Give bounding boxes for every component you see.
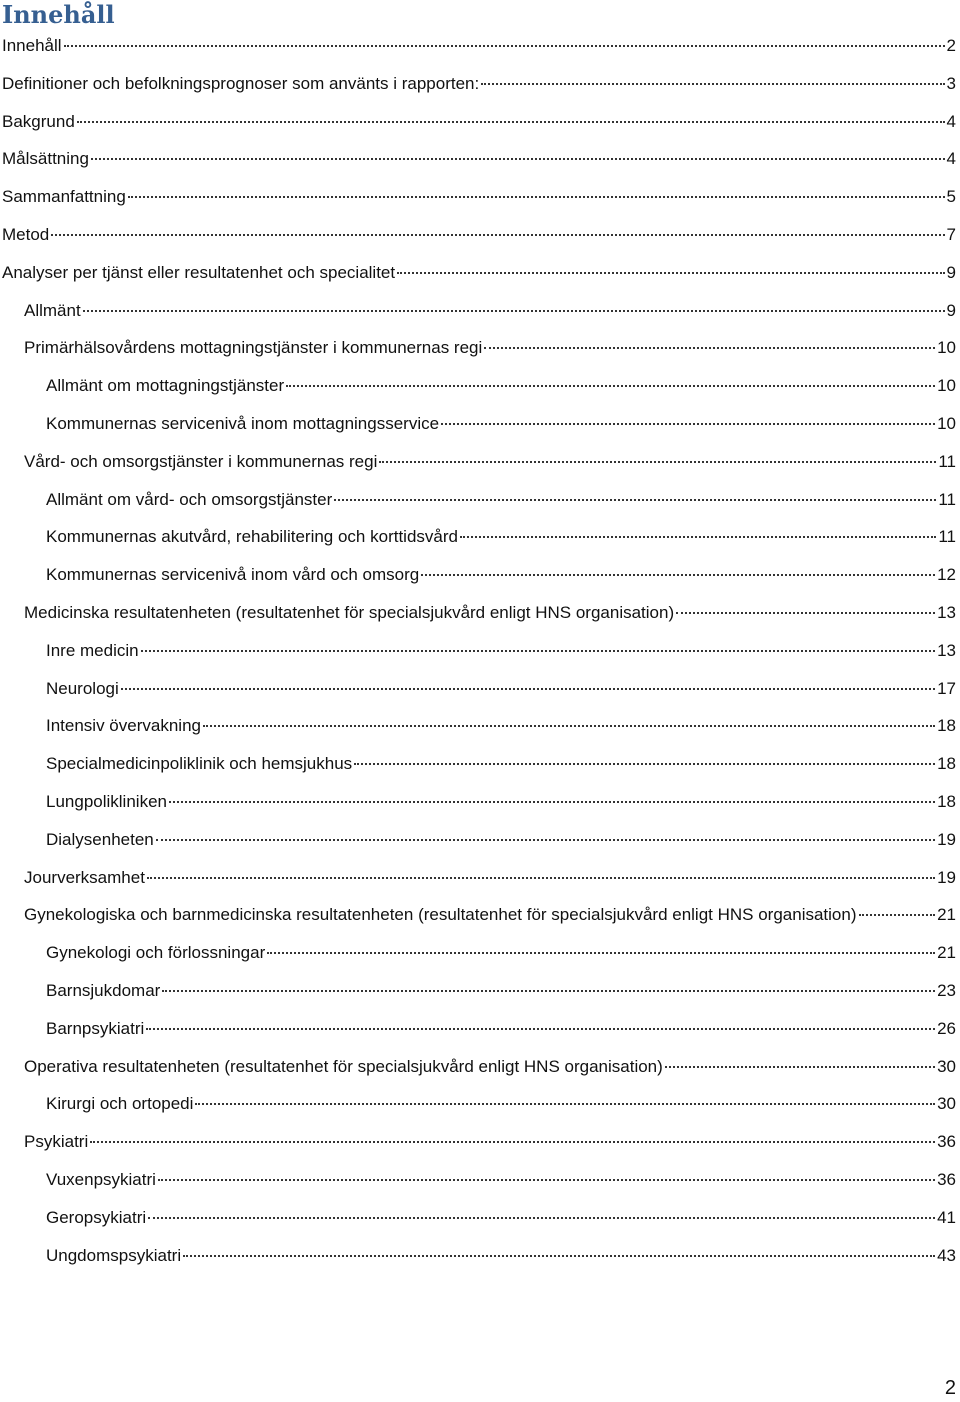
dot-leader — [397, 272, 944, 274]
dot-leader — [481, 83, 944, 85]
toc-entry-page-number: 21 — [937, 943, 956, 963]
dot-leader — [484, 347, 935, 349]
toc-entry-page-number: 9 — [946, 262, 956, 282]
toc-entry-title: Primärhälsovårdens mottagningstjänster i kommunernas regi — [24, 338, 483, 358]
toc-entry-page-number: 4 — [946, 111, 956, 131]
dot-leader — [64, 45, 945, 47]
toc-entry-title: Kirurgi och ortopedi — [46, 1094, 194, 1114]
toc-entry[interactable] — [0, 446, 960, 484]
dot-leader — [147, 877, 935, 879]
toc-entry[interactable] — [0, 899, 960, 937]
toc-entry[interactable] — [0, 862, 960, 900]
toc-entry-page-number: 11 — [938, 489, 956, 509]
toc-entry[interactable] — [0, 1240, 960, 1278]
toc-entry[interactable] — [0, 68, 960, 106]
toc-entry-page-number: 17 — [937, 678, 956, 698]
toc-entry-page-number: 11 — [938, 527, 956, 547]
toc-entry-title: Sammanfattning — [2, 187, 126, 207]
toc-entry-title: Målsättning — [2, 149, 89, 169]
toc-entry[interactable] — [0, 937, 960, 975]
toc-entry-page-number: 43 — [937, 1245, 956, 1265]
dot-leader — [121, 688, 935, 690]
toc-entry-title: Innehåll — [2, 36, 62, 55]
dot-leader — [195, 1103, 935, 1105]
dot-leader — [146, 1028, 935, 1030]
toc-entry[interactable] — [0, 673, 960, 711]
toc-entry-title: Analyser per tjänst eller resultatenhet och specialitet — [2, 262, 396, 282]
toc-entry-page-number: 18 — [937, 791, 956, 811]
dot-leader — [379, 461, 936, 463]
dot-leader — [203, 725, 935, 727]
toc-entry-page-number: 36 — [937, 1169, 956, 1189]
toc-entry[interactable] — [0, 1088, 960, 1126]
toc-entry[interactable] — [0, 786, 960, 824]
dot-leader — [334, 499, 936, 501]
toc-heading: Innehåll — [2, 0, 115, 29]
dot-leader — [169, 801, 935, 803]
dot-leader — [51, 234, 944, 236]
toc-entry-page-number: 10 — [937, 413, 956, 433]
toc-entry-title: Gynekologi och förlossningar — [46, 943, 266, 963]
toc-entry[interactable] — [0, 1164, 960, 1202]
toc-entry-title: Lungpolikliniken — [46, 791, 167, 811]
toc-entry[interactable] — [0, 1051, 960, 1089]
toc-entry-page-number: 11 — [938, 451, 956, 471]
toc-entry-page-number: 12 — [937, 565, 956, 585]
toc-entry-title: Geropsykiatri — [46, 1207, 147, 1227]
toc-entry-page-number: 3 — [946, 73, 956, 93]
toc-entry-title: Dialysenheten — [46, 829, 154, 849]
dot-leader — [90, 1141, 935, 1143]
dot-leader — [162, 990, 935, 992]
toc-entry-page-number: 41 — [937, 1207, 956, 1227]
toc-entry-title: Kommunernas servicenivå inom vård och omsorg — [46, 565, 420, 585]
dot-leader — [91, 158, 945, 160]
toc-entry[interactable] — [0, 143, 960, 181]
toc-entry-title: Operativa resultatenheten (resultatenhet för specialsjukvård enligt HNS organisation) — [24, 1056, 663, 1076]
toc-entry[interactable] — [0, 597, 960, 635]
toc-entry[interactable] — [0, 710, 960, 748]
toc-entry-title: Barnpsykiatri — [46, 1018, 145, 1038]
toc-entry-page-number: 9 — [946, 300, 956, 320]
toc-entry[interactable] — [0, 370, 960, 408]
toc-entry[interactable] — [0, 484, 960, 522]
dot-leader — [148, 1217, 935, 1219]
dot-leader — [141, 650, 935, 652]
toc-entry-page-number: 19 — [937, 829, 956, 849]
table-of-contents — [0, 30, 960, 1277]
toc-entry-title: Vuxenpsykiatri — [46, 1169, 156, 1189]
toc-entry-title: Psykiatri — [24, 1132, 89, 1152]
dot-leader — [158, 1179, 935, 1181]
toc-entry-page-number: 5 — [946, 187, 956, 207]
toc-entry-title: Allmänt om mottagningstjänster — [46, 376, 285, 396]
dot-leader — [156, 839, 935, 841]
toc-entry[interactable] — [0, 295, 960, 333]
toc-entry[interactable] — [0, 1126, 960, 1164]
toc-entry-page-number: 26 — [937, 1018, 956, 1038]
toc-entry[interactable] — [0, 332, 960, 370]
toc-entry[interactable] — [0, 824, 960, 862]
toc-entry[interactable] — [0, 219, 960, 257]
toc-entry-page-number: 30 — [937, 1056, 956, 1076]
page-number-footer: 2 — [944, 1377, 956, 1399]
toc-entry[interactable] — [0, 181, 960, 219]
dot-leader — [421, 574, 935, 576]
dot-leader — [128, 196, 945, 198]
toc-entry[interactable] — [0, 1013, 960, 1051]
toc-entry[interactable] — [0, 559, 960, 597]
dot-leader — [354, 763, 935, 765]
toc-entry-title: Barnsjukdomar — [46, 980, 161, 1000]
toc-entry-page-number: 10 — [937, 376, 956, 396]
dot-leader — [267, 952, 935, 954]
toc-entry[interactable] — [0, 106, 960, 144]
toc-entry-page-number: 18 — [937, 754, 956, 774]
toc-entry-page-number: 10 — [937, 338, 956, 358]
toc-entry[interactable] — [0, 408, 960, 446]
toc-entry[interactable] — [0, 257, 960, 295]
toc-entry-title: Allmänt — [24, 300, 81, 320]
toc-entry[interactable] — [0, 975, 960, 1013]
toc-entry-page-number: 21 — [937, 905, 956, 925]
toc-entry-page-number: 13 — [937, 602, 956, 622]
toc-entry-title: Jourverksamhet — [24, 867, 145, 887]
toc-entry-title: Neurologi — [46, 678, 119, 698]
dot-leader — [441, 423, 935, 425]
toc-entry-page-number: 13 — [937, 640, 956, 660]
dot-leader — [77, 121, 945, 123]
dot-leader — [286, 385, 935, 387]
toc-entry-title: Bakgrund — [2, 111, 75, 131]
dot-leader — [460, 536, 936, 538]
toc-entry-page-number: 2 — [946, 36, 956, 55]
toc-entry-title: Allmänt om vård- och omsorgstjänster — [46, 489, 333, 509]
dot-leader — [859, 914, 936, 916]
toc-entry-page-number: 18 — [937, 716, 956, 736]
toc-entry-page-number: 23 — [937, 980, 956, 1000]
toc-entry-page-number: 36 — [937, 1132, 956, 1152]
toc-entry[interactable] — [0, 1202, 960, 1240]
toc-entry[interactable] — [0, 30, 960, 68]
toc-entry-title: Metod — [2, 224, 50, 244]
toc-entry-title: Definitioner och befolkningsprognoser som använts i rapporten: — [2, 73, 480, 93]
toc-entry[interactable] — [0, 521, 960, 559]
toc-entry-title: Kommunernas akutvård, rehabilitering och korttidsvård — [46, 527, 458, 547]
toc-entry-title: Intensiv övervakning — [46, 716, 201, 736]
toc-entry-title: Inre medicin — [46, 640, 139, 660]
dot-leader — [665, 1066, 935, 1068]
dot-leader — [676, 612, 935, 614]
toc-entry[interactable] — [0, 748, 960, 786]
toc-entry-title: Ungdomspsykiatri — [46, 1245, 182, 1265]
toc-entry-title: Specialmedicinpoliklinik och hemsjukhus — [46, 754, 353, 774]
toc-entry-title: Vård- och omsorgstjänster i kommunernas regi — [24, 451, 378, 471]
toc-entry-page-number: 19 — [937, 867, 956, 887]
toc-entry[interactable] — [0, 635, 960, 673]
toc-entry-page-number: 4 — [946, 149, 956, 169]
dot-leader — [83, 310, 945, 312]
toc-entry-title: Medicinska resultatenheten (resultatenhet för specialsjukvård enligt HNS organisation) — [24, 602, 675, 622]
toc-entry-page-number: 30 — [937, 1094, 956, 1114]
toc-entry-title: Kommunernas servicenivå inom mottagningsservice — [46, 413, 440, 433]
toc-entry-page-number: 7 — [946, 224, 956, 244]
toc-entry-title: Gynekologiska och barnmedicinska resultatenheten (resultatenhet för specialsjukvård enligt HNS organisation) — [24, 905, 857, 925]
dot-leader — [183, 1255, 935, 1257]
